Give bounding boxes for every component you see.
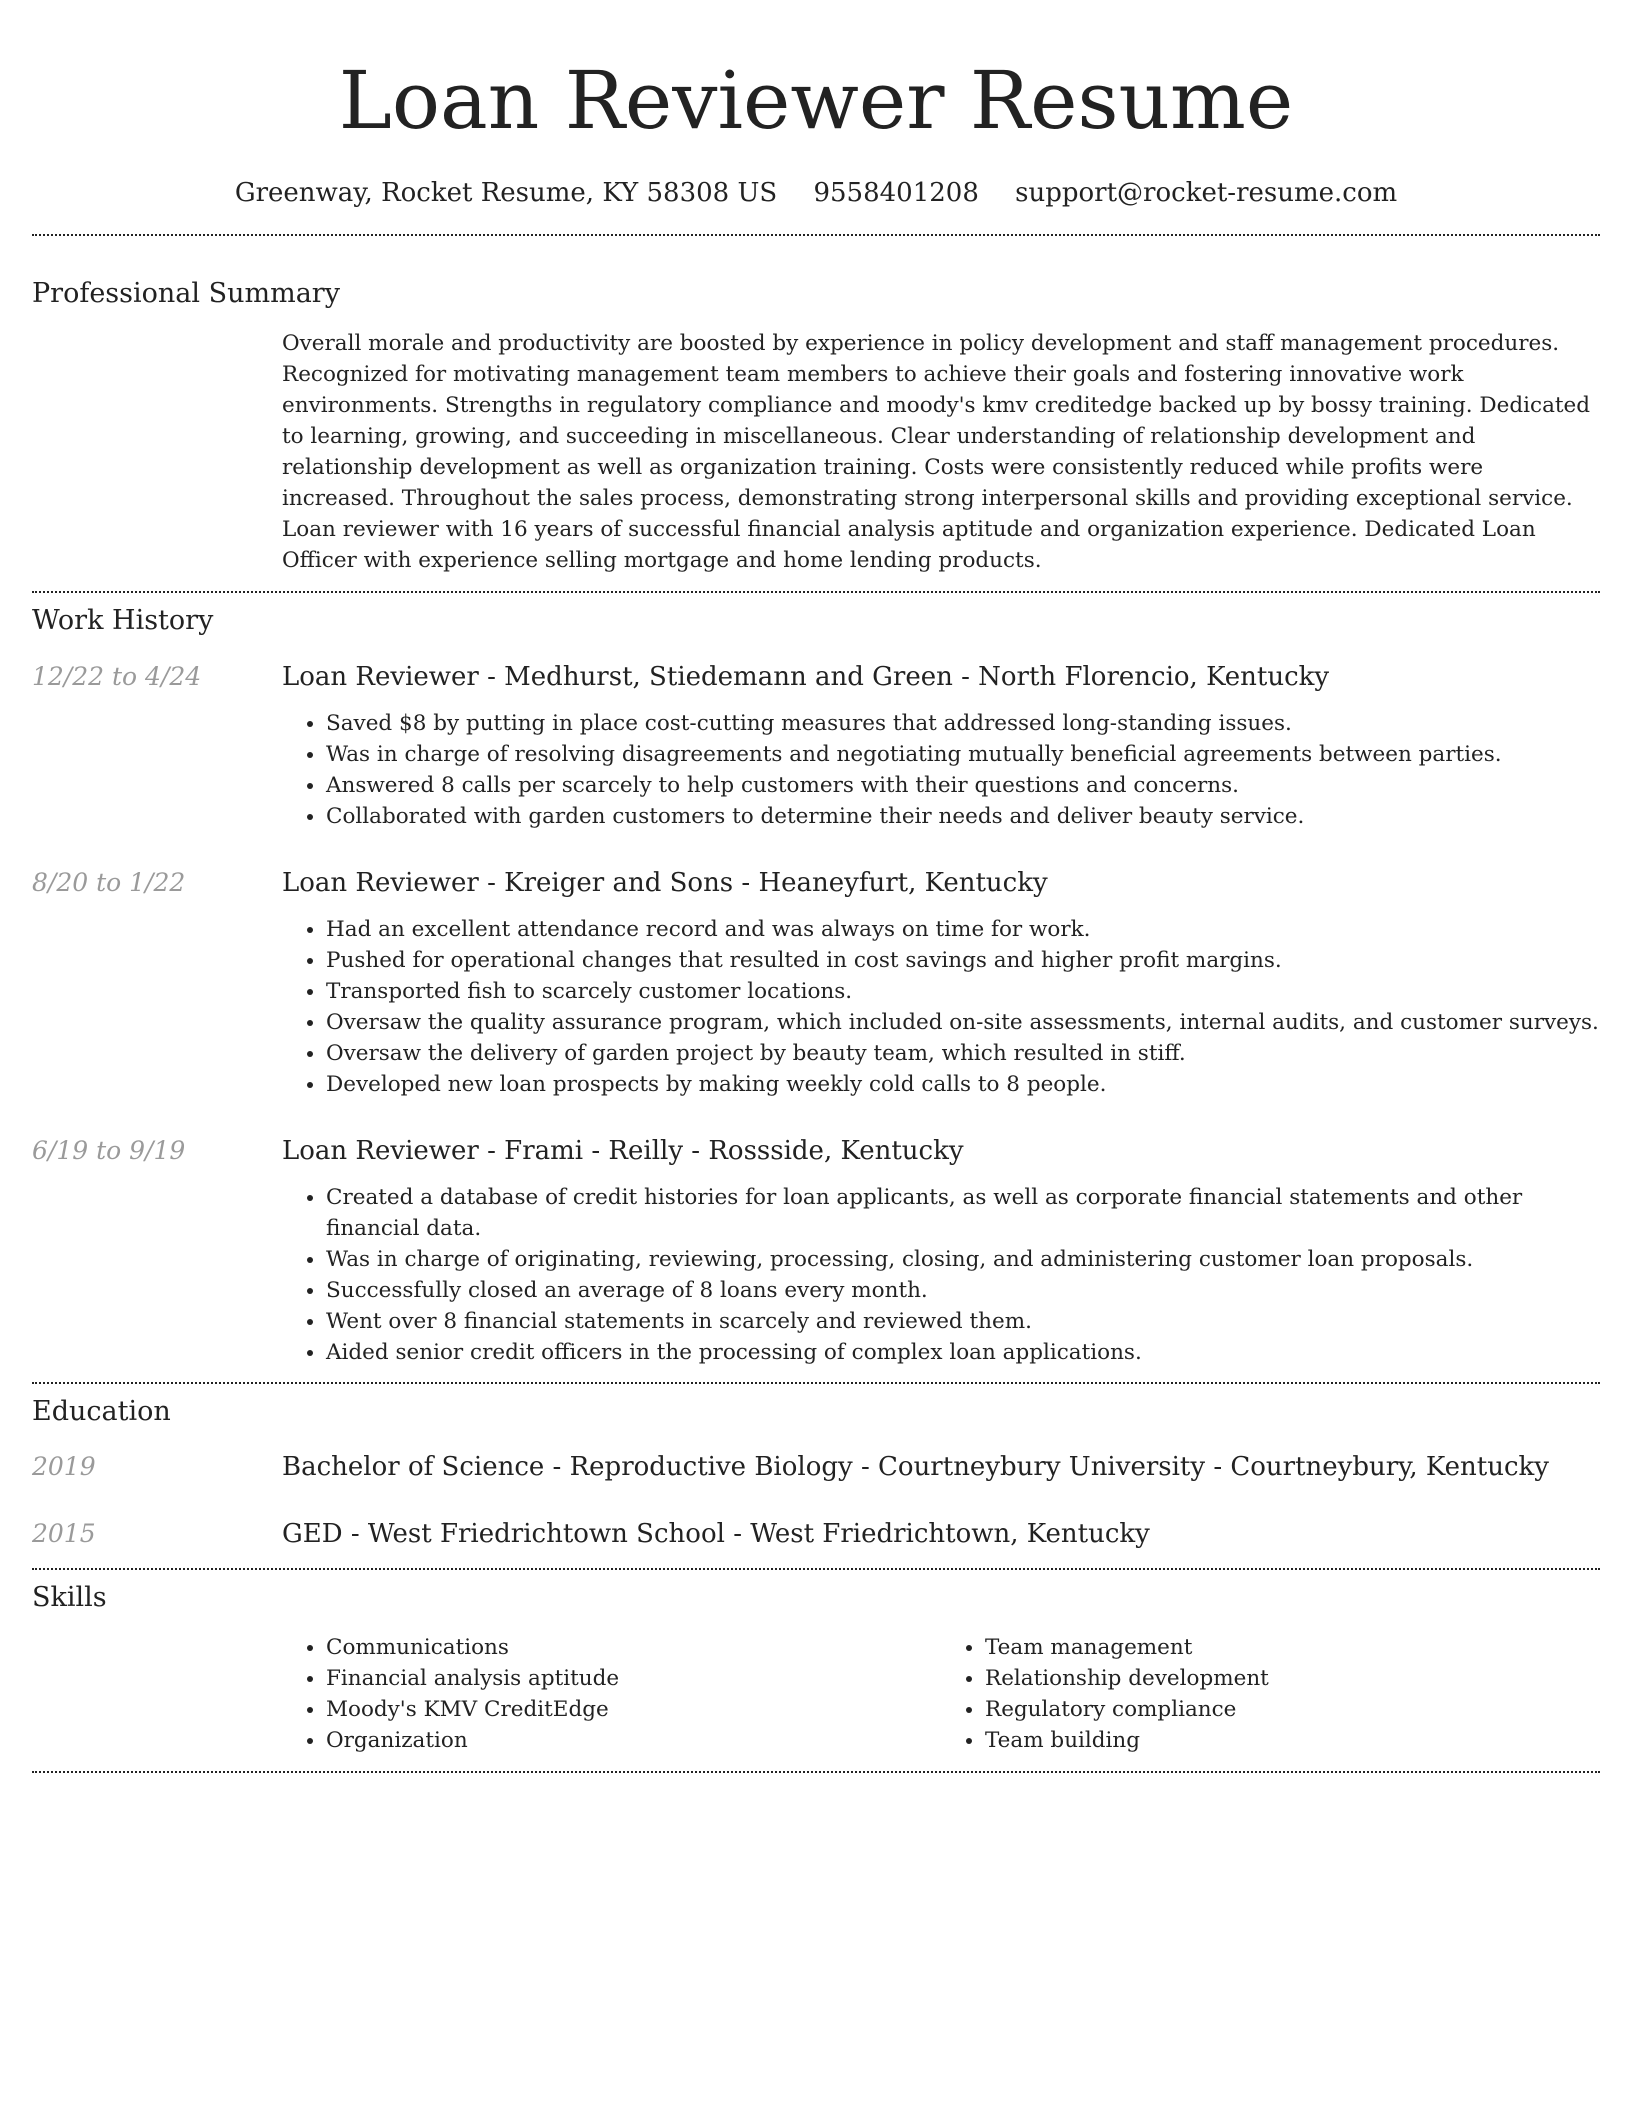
list-item: • Successfully closed an average of 8 loans every month. (326, 1275, 1600, 1306)
list-item: • Was in charge of originating, reviewing, processing, closing, and administering customer loan proposals. (326, 1244, 1600, 1275)
education-entry (32, 1517, 1600, 1551)
work-history-section (32, 603, 1600, 1368)
skill-item: • Team management (985, 1632, 1600, 1663)
list-item: • Saved $8 by putting in place cost-cutting measures that addressed long-standing issues. (326, 708, 1600, 739)
summary-heading: Professional Summary (32, 278, 340, 309)
job-entry (32, 1134, 1600, 1368)
list-item: • Went over 8 financial statements in scarcely and reviewed them. (326, 1306, 1600, 1337)
job-dates: 6/19 to 9/19 (32, 1136, 186, 1165)
job-bullets (282, 1182, 1600, 1368)
list-item: • Had an excellent attendance record and was always on time for work. (326, 914, 1600, 945)
list-item: • Oversaw the delivery of garden project by beauty team, which resulted in stiff. (326, 1038, 1600, 1069)
job-dates: 8/20 to 1/22 (32, 868, 186, 897)
contact-line (32, 178, 1600, 208)
education-heading: Education (32, 1396, 171, 1427)
skill-item: • Relationship development (985, 1663, 1600, 1694)
contact-address: Greenway, Rocket Resume, KY 58308 US (234, 178, 778, 208)
job-entry (32, 660, 1600, 832)
divider (32, 1382, 1600, 1384)
skill-item: • Team building (985, 1725, 1600, 1756)
summary-text: Overall morale and productivity are boosted by experience in policy development and staff management procedures. Recognized for motivating management team members to achieve their goals and fostering innovative work environments. Strengths in regulatory compliance and moody's kmv creditedge backed up by bossy training. Dedicated to learning, growing, and succeeding in miscellaneous. Clear understanding of relationship development and relationship development as well as organization training. Costs were consistently reduced while profits were increased. Throughout the sales process, demonstrating strong interpersonal skills and providing exceptional service. Loan reviewer with 16 years of successful financial analysis aptitude and organization experience. Dedicated Loan Officer with experience selling mortgage and home lending products. (282, 331, 1591, 573)
education-title: GED - West Friedrichtown School - West Friedrichtown, Kentucky (282, 1519, 1150, 1549)
skill-item: • Financial analysis aptitude (326, 1663, 941, 1694)
divider (32, 591, 1600, 593)
list-item: • Transported fish to scarcely customer locations. (326, 976, 1600, 1007)
divider (32, 1568, 1600, 1570)
skills-grid (282, 1632, 1600, 1756)
list-item: • Pushed for operational changes that resulted in cost savings and higher profit margins. (326, 945, 1600, 976)
job-dates: 12/22 to 4/24 (32, 662, 202, 691)
divider (32, 234, 1600, 236)
contact-email: support@rocket-resume.com (1015, 178, 1398, 208)
job-bullets (282, 708, 1600, 832)
resume-page (32, 0, 1600, 1773)
list-item: • Created a database of credit histories for loan applicants, as well as corporate financial statements and other financial data. (326, 1182, 1600, 1244)
skill-item: • Regulatory compliance (985, 1694, 1600, 1725)
skills-column-right (941, 1632, 1600, 1756)
skills-column-left (282, 1632, 941, 1756)
resume-title: Loan Reviewer Resume (338, 54, 1294, 147)
job-bullets (282, 914, 1600, 1100)
list-item: • Was in charge of resolving disagreements and negotiating mutually beneficial agreements between parties. (326, 739, 1600, 770)
education-year: 2015 (32, 1519, 96, 1548)
skill-item: • Moody's KMV CreditEdge (326, 1694, 941, 1725)
contact-phone: 9558401208 (813, 178, 979, 208)
list-item: • Answered 8 calls per scarcely to help customers with their questions and concerns. (326, 770, 1600, 801)
job-title: Loan Reviewer - Frami - Reilly - Rossside, Kentucky (282, 1136, 964, 1166)
education-year: 2019 (32, 1452, 96, 1481)
list-item: • Collaborated with garden customers to determine their needs and deliver beauty service. (326, 801, 1600, 832)
list-item: • Aided senior credit officers in the processing of complex loan applications. (326, 1337, 1600, 1368)
job-entry (32, 866, 1600, 1100)
education-section (32, 1394, 1600, 1551)
job-title: Loan Reviewer - Kreiger and Sons - Heaneyfurt, Kentucky (282, 868, 1048, 898)
list-item: • Oversaw the quality assurance program, which included on-site assessments, internal audits, and customer surveys. (326, 1007, 1600, 1038)
work-history-heading: Work History (32, 605, 214, 636)
skill-item: • Communications (326, 1632, 941, 1663)
summary-section (32, 276, 1600, 576)
skills-heading: Skills (32, 1582, 107, 1613)
divider (32, 1771, 1600, 1773)
education-entry (32, 1450, 1600, 1484)
skill-item: • Organization (326, 1725, 941, 1756)
job-title: Loan Reviewer - Medhurst, Stiedemann and Green - North Florencio, Kentucky (282, 662, 1330, 692)
education-title: Bachelor of Science - Reproductive Biology - Courtneybury University - Courtneybury, Kentucky (282, 1452, 1549, 1482)
skills-section (32, 1580, 1600, 1756)
list-item: • Developed new loan prospects by making weekly cold calls to 8 people. (326, 1069, 1600, 1100)
